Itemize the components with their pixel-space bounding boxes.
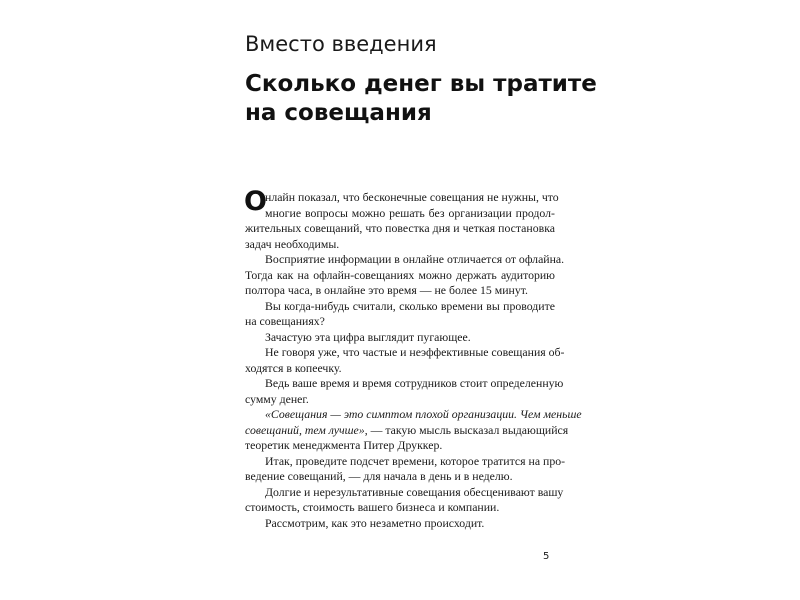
text-line: ходятся в копеечку. <box>245 360 342 375</box>
text-line: теоретик менеджмента Питер Друккер. <box>245 438 443 452</box>
text-line: Не говоря уже, что частые и неэффективные совещания об- <box>265 345 565 359</box>
text-line: ведение совещаний, — для начала в день и в неделю. <box>245 469 513 483</box>
text-line: задач необходимы. <box>245 236 340 251</box>
text-line: жительных совещаний, что повестка дня и четкая постановка <box>245 221 555 235</box>
quote-attribution: , — такую мысль высказал выдающийся <box>364 422 569 437</box>
body-text <box>244 186 582 531</box>
text-line: нлайн показал, что бесконечные совещания не нужны, что <box>265 190 559 204</box>
text-line: Восприятие информации в онлайне отличается от офлайна. <box>265 252 565 266</box>
text-line: Итак, проведите подсчет времени, которое тратится на про- <box>265 453 566 468</box>
first-paragraph <box>244 186 559 252</box>
text-line: многие вопросы можно решать без организации продол- <box>265 205 555 220</box>
quote-line <box>245 422 569 439</box>
chapter-title-line-1: Сколько денег вы тратите <box>245 71 597 97</box>
chapter-title-line-2: на совещания <box>245 100 432 126</box>
text-line: сумму денег. <box>245 391 309 406</box>
quote-line <box>245 407 582 423</box>
text-line: Тогда как на офлайн-совещаниях можно держать аудиторию <box>245 267 555 282</box>
text-line: Зачастую эта цифра выглядит пугающее. <box>265 329 471 344</box>
text-line: Рассмотрим, как это незаметно происходит. <box>265 515 485 530</box>
page-number: 5 <box>543 551 550 562</box>
text-line: стоимость, стоимость вашего бизнеса и компании. <box>245 500 500 514</box>
text-line: полтора часа, в онлайне это время — не более 15 минут. <box>245 283 528 297</box>
text-line: на совещаниях? <box>245 314 325 328</box>
chapter-label: Вместо введения <box>245 32 437 56</box>
quote-text: совещаний, тем лучше» <box>245 422 365 437</box>
drop-cap: О <box>244 186 267 217</box>
chapter-title <box>245 70 597 128</box>
text-line: Ведь ваше время и время сотрудников стоит определенную <box>265 376 564 390</box>
text-line: Долгие и нерезультативные совещания обесценивают вашу <box>265 484 564 499</box>
text-line: Вы когда-нибудь считали, сколько времени вы проводите <box>265 298 555 313</box>
quote-text: «Совещания — это симптом плохой организации. Чем меньше <box>265 407 582 421</box>
